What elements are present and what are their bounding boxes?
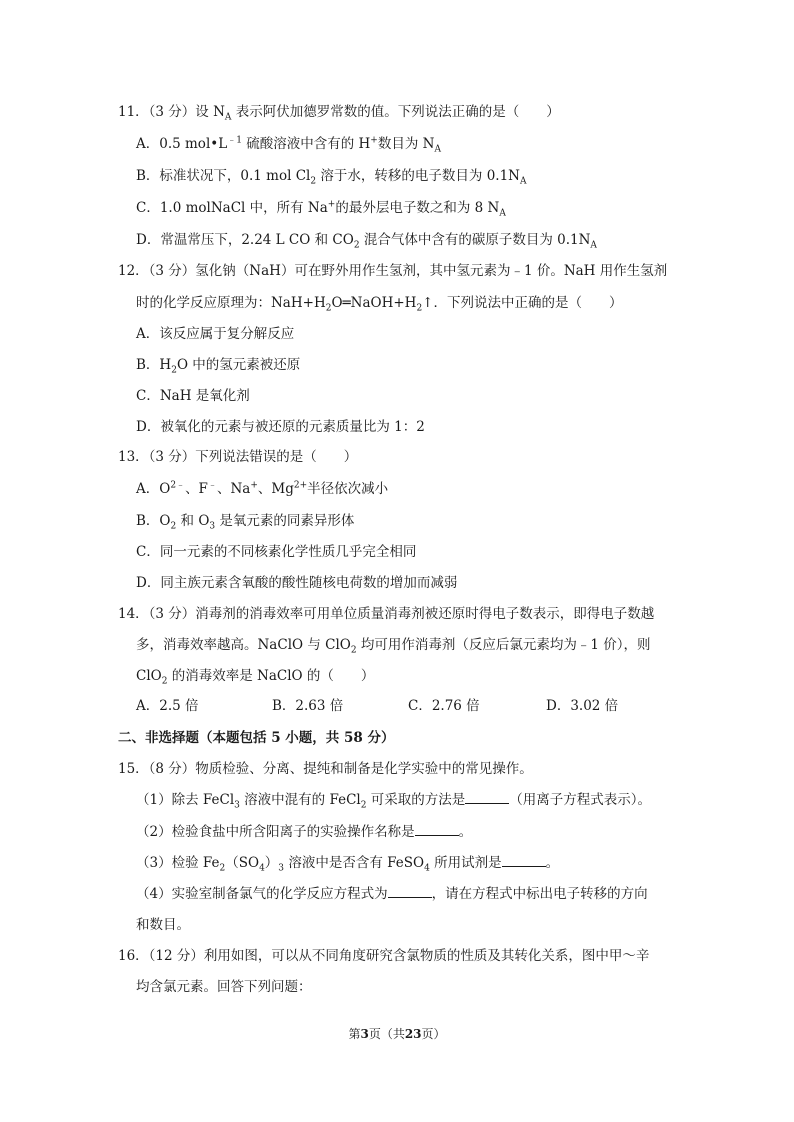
- q14-option-c: C．2.76 倍: [408, 698, 480, 714]
- page-footer: [0, 1026, 794, 1042]
- footer-prefix: 第: [348, 1027, 361, 1041]
- q15-part-4: （4）实验室制备氯气的化学反应方程式为 ，请在方程式中标出电子转移的方向: [136, 886, 648, 902]
- footer-middle: 页（共: [368, 1027, 405, 1041]
- q14-option-b: B．2.63 倍: [272, 698, 344, 714]
- q11-option-b: B．标准状况下，0.1 mol $Cl_2$ 溶于水，转移的电子数目为 $0.1N_A$: [136, 168, 527, 187]
- q12-option-c: C．NaH 是氧化剂: [136, 388, 250, 404]
- footer-page-number: 3: [360, 1027, 369, 1041]
- q12-option-a: A．该反应属于复分解反应: [136, 326, 295, 342]
- q13-option-d: D．同主族元素含氧酸的酸性随核电荷数的增加而减弱: [136, 575, 458, 591]
- q14-option-d: D．3.02 倍: [546, 698, 619, 714]
- q12-option-b: B．$H_2O$ 中的氢元素被还原: [136, 357, 301, 376]
- q14-stem: 14．（3 分）消毒剂的消毒效率可用单位质量消毒剂被还原时得电子数表示，即得电子数越: [118, 606, 655, 622]
- q11-option-d: D．常温常压下，2.24 L CO 和 $CO_2$ 混合气体中含有的碳原子数目为 $0.1N_A$: [136, 232, 597, 251]
- q15-stem: 15．（8 分）物质检验、分离、提纯和制备是化学实验中的常见操作。: [118, 761, 533, 777]
- q16-stem: 16．（12 分）利用如图，可以从不同角度研究含氯物质的性质及其转化关系，图中甲～辛: [118, 948, 650, 964]
- section-heading: 二、非选择题（本题包括 5 小题，共 58 分）: [118, 730, 395, 746]
- q15-part-4-continued: 和数目。: [136, 917, 190, 933]
- q12-stem-continued: 时的化学反应原理为：$NaH+H_2O═NaOH+H_2↑$．下列说法中正确的是（ ）: [136, 295, 623, 314]
- q13-option-b: B．$O_2$ 和 $O_3$ 是氧元素的同素异形体: [136, 513, 355, 532]
- q15-part-3: （3）检验 $Fe_2(SO_4)_3$ 溶液中是否含有 FeSO$_4$ 所用试剂是 。: [136, 855, 560, 874]
- q14-option-a: A．2.5 倍: [136, 698, 199, 714]
- q13-option-c: C．同一元素的不同核素化学性质几乎完全相同: [136, 544, 417, 560]
- q14-stem-continued-2: ClO$_2$ 的消毒效率是 NaClO 的（ ）: [136, 668, 375, 687]
- q15-part-1: （1）除去 FeCl$_3$ 溶液中混有的 FeCl$_2$ 可采取的方法是 （用离子方程式表示）。: [136, 792, 652, 811]
- q16-stem-continued: 均含氯元素。回答下列问题：: [136, 979, 312, 995]
- q11-stem: 11．（3 分）设 $N_A$ 表示阿伏加德罗常数的值。下列说法正确的是（ ）: [118, 104, 560, 123]
- q14-stem-continued-1: 多，消毒效率越高。NaClO 与 ClO$_2$ 均可用作消毒剂（反应后氯元素均为﹣1 价），则: [136, 637, 651, 656]
- q11-option-a: A．0.5 $mol•L^{﹣1}$ 硫酸溶液中含有的 H+数目为 $N_A$: [136, 135, 441, 155]
- q12-stem: 12．（3 分）氢化钠（NaH）可在野外用作生氢剂，其中氢元素为﹣1 价。NaH 用作生氢剂: [118, 263, 668, 279]
- footer-suffix: 页）: [421, 1027, 446, 1041]
- q11-option-c: C．1.0 molNaCl 中，所有 Na+的最外层电子数之和为 8 $N_A$: [136, 199, 506, 219]
- q13-option-a: A．$O^{2﹣}$、F﹣、Na+、$Mg^{2+}$半径依次减小: [136, 480, 389, 497]
- footer-total-pages: 23: [404, 1027, 422, 1041]
- q12-option-d: D．被氧化的元素与被还原的元素质量比为 1：2: [136, 419, 425, 435]
- q15-part-2: （2）检验食盐中所含阳离子的实验操作名称是 。: [136, 824, 473, 840]
- q13-stem: 13．（3 分）下列说法错误的是（ ）: [118, 449, 358, 465]
